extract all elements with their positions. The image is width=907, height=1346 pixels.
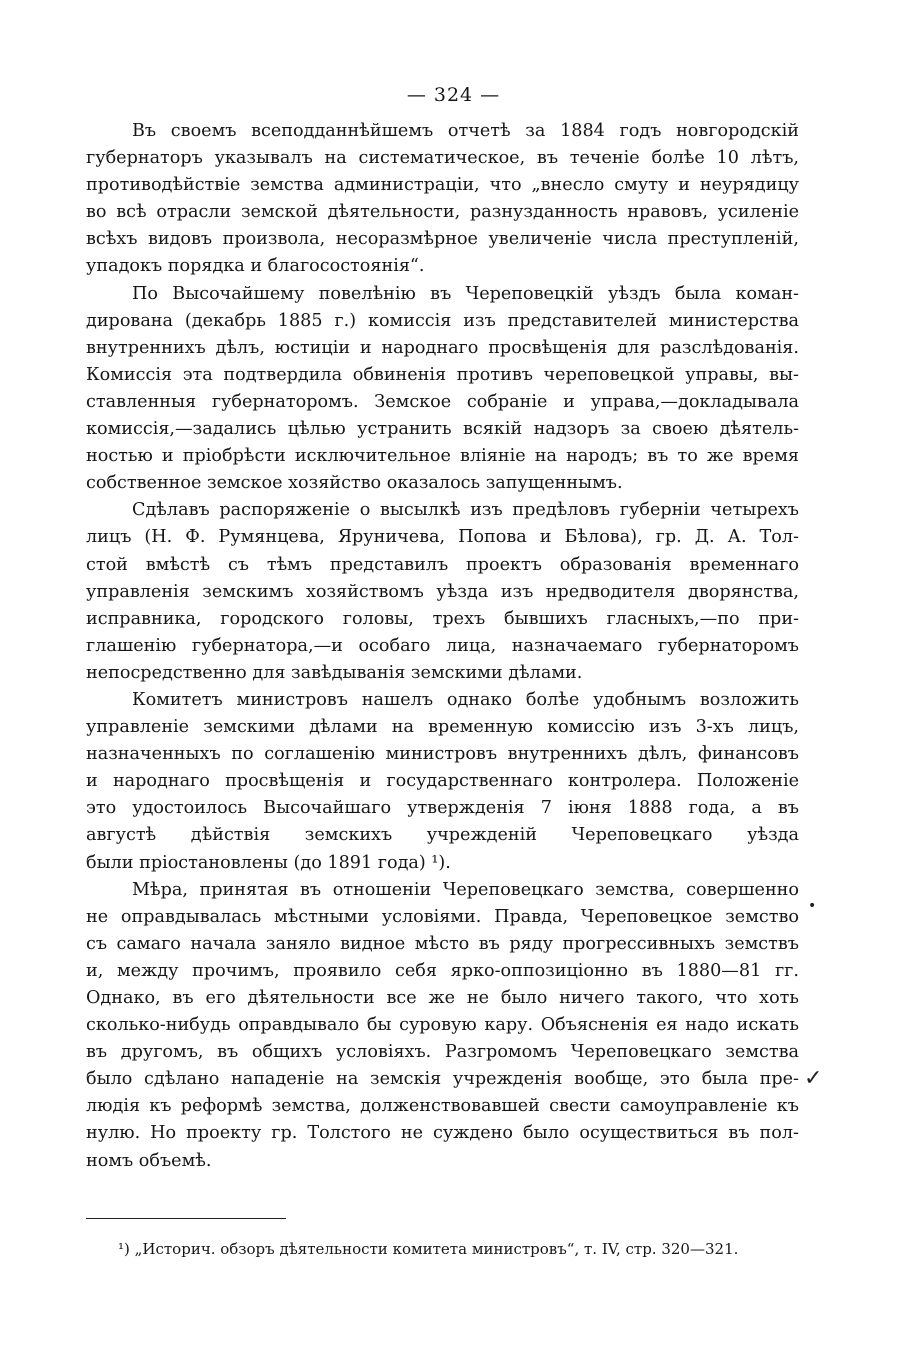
paragraph bbox=[86, 687, 799, 877]
text-line: это удостоилось Высочайшаго утвержденія 7 іюня 1888 года, а въ bbox=[86, 798, 799, 819]
text-line: ставленныя губернаторомъ. Земское собраніе и управа,—докладывала bbox=[86, 391, 799, 412]
page-number: — 324 — bbox=[406, 84, 501, 106]
text-line: противодѣйствіе земства администраціи, что „внесло смуту и неурядицу bbox=[86, 175, 799, 196]
text-line: Комиссія эта подтвердила обвиненія противъ череповецкой управы, вы- bbox=[86, 364, 799, 385]
text-line: упадокъ порядка и благосостоянія“. bbox=[86, 256, 425, 277]
text-line: управленія земскимъ хозяйствомъ уѣзда изъ нредводителя дворянства, bbox=[86, 581, 799, 602]
text-line: нулю. Но проекту гр. Толстого не суждено было осуществиться въ пол- bbox=[86, 1123, 799, 1144]
paragraph bbox=[86, 497, 799, 687]
text-line: исправника, городского головы, трехъ бывшихъ гласныхъ,—по при- bbox=[86, 608, 799, 629]
text-line: не оправдывалась мѣстными условіями. Правда, Череповецкое земство bbox=[86, 906, 799, 927]
footnote: ¹) „Историч. обзоръ дѣятельности комитета министровъ“, т. IV, стр. 320—321. bbox=[118, 1240, 739, 1258]
text-line: всѣхъ видовъ произвола, несоразмѣрное увеличеніе числа преступленій, bbox=[86, 229, 799, 250]
text-line: людія къ реформѣ земства, долженствовавшей свести самоуправленіе къ bbox=[86, 1096, 799, 1117]
body-text bbox=[86, 118, 799, 1175]
text-line: сколько-нибудь оправдывало бы суровую кару. Объясненія ея надо искать bbox=[86, 1015, 799, 1036]
text-line: По Высочайшему повелѣнію въ Череповецкій уѣздъ была коман- bbox=[132, 283, 799, 304]
text-line: ностью и пріобрѣсти исключительное вліяніе на народъ; въ то же время bbox=[86, 446, 799, 467]
text-line: лицъ (Н. Ф. Румянцева, Яруничева, Попова и Бѣлова), гр. Д. А. Тол- bbox=[86, 527, 799, 548]
text-line: были пріостановлены (до 1891 года) ¹). bbox=[86, 852, 451, 873]
text-line: Комитетъ министровъ нашелъ однако болѣе удобнымъ возложить bbox=[132, 689, 799, 710]
text-line: Въ своемъ всеподданнѣйшемъ отчетѣ за 1884 годъ новгородскій bbox=[132, 121, 799, 141]
text-line: въ другомъ, въ общихъ условіяхъ. Разгромомъ Череповецкаго земства bbox=[86, 1042, 799, 1063]
text-line: во всѣ отрасли земской дѣятельности, разнузданность нравовъ, усиленіе bbox=[86, 202, 799, 223]
text-line: управленіе земскими дѣлами на временную комиссію изъ 3-хъ лицъ, bbox=[86, 717, 799, 738]
text-line: Сдѣлавъ распоряженіе о высылкѣ изъ предѣловъ губерніи четырехъ bbox=[132, 500, 799, 521]
text-line: непосредственно для завѣдыванія земскими дѣлами. bbox=[86, 662, 583, 683]
text-line: номъ объемѣ. bbox=[86, 1150, 212, 1171]
paragraph bbox=[86, 118, 799, 281]
text-line: собственное земское хозяйство оказалось запущеннымъ. bbox=[86, 473, 623, 494]
text-line: дирована (декабрь 1885 г.) комиссія изъ представителей министерства bbox=[86, 310, 799, 331]
margin-check-mark: ✓ bbox=[804, 1066, 823, 1091]
text-line: съ самаго начала заняло видное мѣсто въ ряду прогрессивныхъ земствъ bbox=[86, 933, 799, 954]
paragraph bbox=[86, 877, 799, 1175]
text-line: Однако, въ его дѣятельности все же не было ничего такого, что хоть bbox=[86, 988, 799, 1008]
footnote-divider bbox=[86, 1218, 286, 1219]
text-line: августѣ дѣйствія земскихъ учрежденій Череповецкаго уѣзда bbox=[86, 825, 799, 846]
text-line: и, между прочимъ, проявило себя ярко-оппозиціонно въ 1880—81 гг. bbox=[86, 960, 799, 981]
text-line: стой вмѣстѣ съ тѣмъ представилъ проектъ образованія временнаго bbox=[86, 554, 799, 575]
text-line: и народнаго просвѣщенія и государственнаго контролера. Положеніе bbox=[86, 771, 799, 792]
margin-dot-mark: • bbox=[808, 898, 817, 914]
text-line: Мѣра, принятая въ отношеніи Череповецкаго земства, совершенно bbox=[132, 879, 799, 900]
text-line: было сдѣлано нападеніе на земскія учрежденія вообще, это была пре- bbox=[86, 1069, 799, 1090]
text-line: комиссія,—задались цѣлью устранить всякій надзоръ за своею дѣятель- bbox=[86, 419, 799, 440]
paragraph bbox=[86, 281, 799, 498]
text-line: губернаторъ указывалъ на систематическое, въ теченіе болѣе 10 лѣтъ, bbox=[86, 148, 799, 169]
text-line: назначенныхъ по соглашенію министровъ внутреннихъ дѣлъ, финансовъ bbox=[86, 744, 799, 765]
text-line: глашенію губернатора,—и особаго лица, назначаемаго губернаторомъ bbox=[86, 635, 799, 656]
text-line: внутреннихъ дѣлъ, юстиціи и народнаго просвѣщенія для разслѣдованія. bbox=[86, 337, 799, 358]
